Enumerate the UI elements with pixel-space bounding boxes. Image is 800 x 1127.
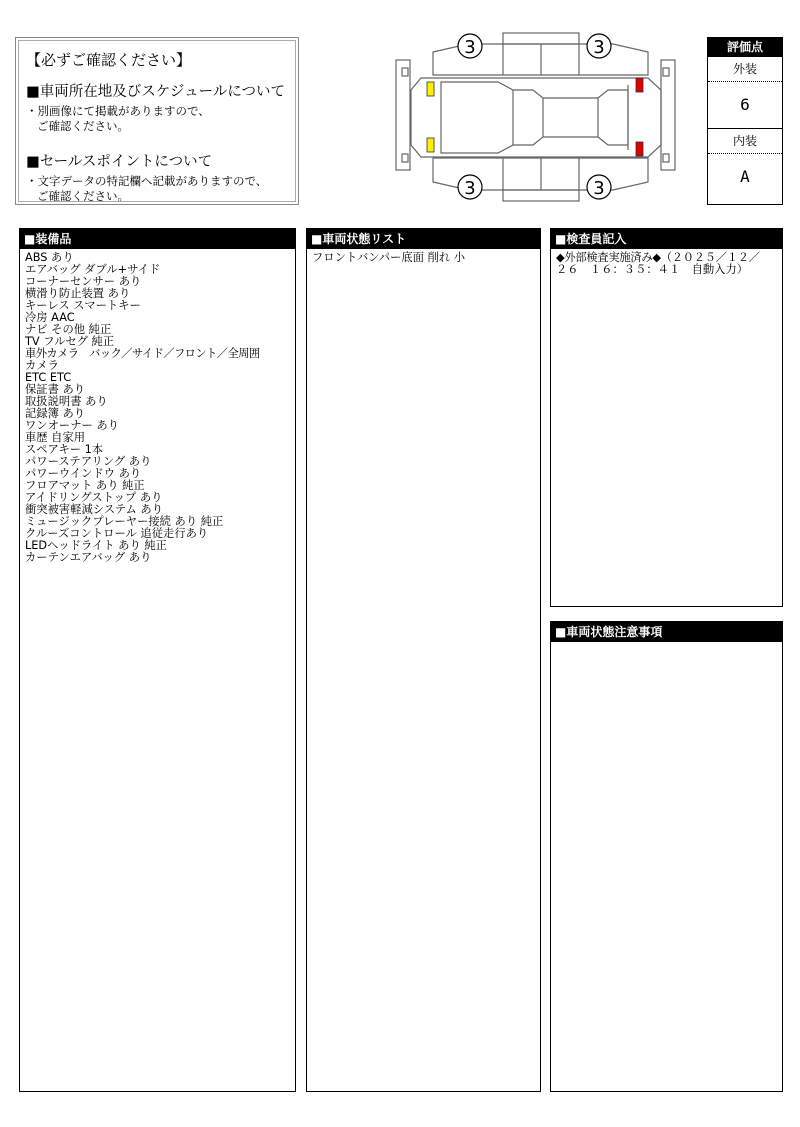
schedule-line-2: ご確認ください。 xyxy=(37,119,129,133)
damage-grade-rear-bottom: 3 xyxy=(593,178,605,199)
list-item: エアバッグ ダブル+サイド xyxy=(25,263,161,276)
list-item: パワーウインドウ あり xyxy=(25,467,142,480)
notice-box xyxy=(15,37,299,205)
grade-title: 評価点 xyxy=(708,38,782,57)
list-item: 車歴 自家用 xyxy=(25,431,86,444)
rear-glass xyxy=(598,90,628,145)
salespoint-line-2: ご確認ください。 xyxy=(37,189,129,203)
equipment-panel xyxy=(19,228,296,1092)
inspector-line-1: ◆外部検査実施済み◆（２０２５／１２／ xyxy=(556,251,760,264)
equipment-list xyxy=(20,249,295,567)
schedule-line-1: ・別画像にて掲載がありますので、 xyxy=(26,104,210,118)
condition-notes-title: ■車両状態注意事項 xyxy=(551,622,782,642)
rear-right-light xyxy=(636,142,643,156)
list-item: 取扱説明書 あり xyxy=(25,395,108,408)
condition-notes-panel xyxy=(550,621,783,1092)
schedule-section-title: ■車両所在地及びスケジュールについて xyxy=(26,84,286,100)
vehicle-damage-diagram xyxy=(393,30,678,205)
hood-outline xyxy=(441,82,513,153)
list-item: ETC ETC xyxy=(25,371,72,384)
list-item: LEDヘッドライト あり 純正 xyxy=(25,539,167,552)
front-right-light xyxy=(427,138,434,152)
inspector-line-2: ２６ １６：３５：４１ 自動入力） xyxy=(556,263,749,276)
inspector-title: ■検査員記入 xyxy=(551,229,782,249)
list-item: 車外カメラ バック／サイド／フロント／全周囲 xyxy=(25,347,260,360)
interior-label: 内装 xyxy=(708,129,782,154)
list-item: フロントバンパー底面 削れ 小 xyxy=(312,251,466,264)
list-item: ミュージックプレーヤー接続 あり 純正 xyxy=(25,515,224,528)
list-item: スペアキー 1本 xyxy=(25,443,104,456)
salespoint-section-title: ■セールスポイントについて xyxy=(26,154,213,170)
list-item: キーレス スマートキー xyxy=(25,299,141,312)
list-item: 冷房 AAC xyxy=(25,311,75,324)
list-item: ワンオーナー あり xyxy=(25,419,119,432)
list-item: コーナーセンサー あり xyxy=(25,275,142,288)
damage-grade-front-top: 3 xyxy=(464,37,476,58)
list-item: ナビ その他 純正 xyxy=(25,323,112,336)
notice-inner-border xyxy=(18,40,296,202)
grade-box xyxy=(707,37,783,205)
condition-list-title: ■車両状態リスト xyxy=(307,229,540,249)
equipment-title: ■装備品 xyxy=(20,229,295,249)
list-item: 記録簿 あり xyxy=(25,407,86,420)
exterior-grade-value: 6 xyxy=(708,82,782,129)
notice-title: 【必ずご確認ください】 xyxy=(26,51,192,69)
list-item: 保証書 あり xyxy=(25,383,86,396)
list-item: ABS あり xyxy=(25,251,74,264)
damage-grade-rear-top: 3 xyxy=(593,37,605,58)
roof xyxy=(543,98,598,137)
rear-left-light xyxy=(636,78,643,92)
exterior-label: 外装 xyxy=(708,57,782,82)
bottom-roof-strip xyxy=(503,190,579,201)
inspector-body xyxy=(551,249,782,279)
list-item: 衝突被害軽減システム あり xyxy=(25,503,164,516)
list-item: TV フルセグ 純正 xyxy=(25,335,115,348)
list-item: クルーズコントロール 追従走行あり xyxy=(25,527,209,540)
condition-list-panel xyxy=(306,228,541,1092)
windshield xyxy=(513,90,543,145)
list-item: アイドリングストップ あり xyxy=(25,491,163,504)
list-item: カーテンエアバッグ あり xyxy=(25,551,152,564)
top-roof-strip xyxy=(503,33,579,44)
list-item: パワーステアリング あり xyxy=(25,455,152,468)
condition-list-body xyxy=(307,249,540,267)
inspector-panel xyxy=(550,228,783,607)
damage-grade-front-bottom: 3 xyxy=(464,178,476,199)
salespoint-line-1: ・文字データの特記欄へ記載がありますので、 xyxy=(26,174,268,188)
list-item: 横滑り防止装置 あり xyxy=(25,287,131,300)
list-item: カメラ xyxy=(25,359,59,372)
front-left-light xyxy=(427,82,434,96)
interior-grade-value: A xyxy=(740,167,750,186)
condition-notes-body xyxy=(551,642,782,648)
list-item: フロアマット あり 純正 xyxy=(25,479,145,492)
